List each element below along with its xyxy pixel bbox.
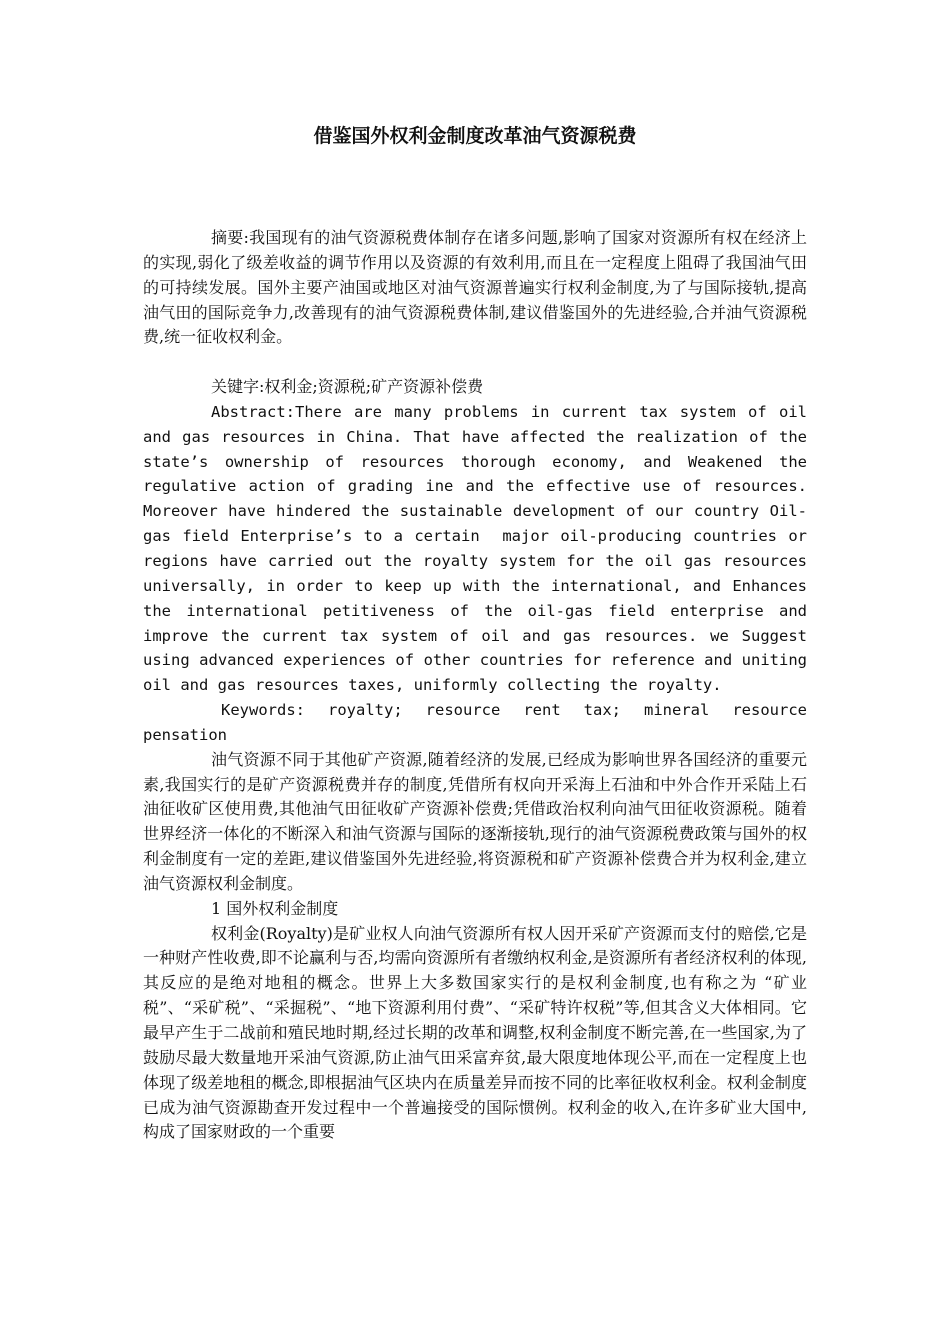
abstract-english: Abstract:There are many problems in current tax system of oil and gas resources in China. That have affected the realization of the state’s ownership of resources thorough economy, and Weakened the regulative action of grading ine and the effective use of resources. Moreover have hindered the sustainable development of our country Oil-gas field Enterprise’s to a certain major oil-producing countries or regions have carried out the royalty system for the oil gas resources universally, in order to keep up with the international, and Enhances the international petitiveness of the oil-gas field enterprise and improve the current tax system of oil and gas resources. we Suggest using advanced experiences of other countries for reference and uniting oil and gas resources taxes, uniformly collecting the royalty. (143, 402, 817, 695)
section-paragraph: 权利金(Royalty)是矿业权人向油气资源所有权人因开采矿产资源而支付的赔偿,它是一种财产性收费,即不论赢利与否,均需向资源所有者缴纳权利金,是资源所有者经济权利的体现,其反应的是绝对地租的概念。世界上大多数国家实行的是权利金制度,也有称之为 “矿业税”、“采矿税”、“采掘税”、“地下资源利用付费”、“采矿特许权税”等,但其含义大体相同。它最早产生于二战前和殖民地时期,经过长期的改革和调整,权利金制度不断完善,在一些国家,为了鼓励尽最大数量地开采油气资源,防止油气田采富弃贫,最大限度地体现公平,而在一定程度上也体现了级差地租的概念,即根据油气区块内在质量差异而按不同的比率征收权利金。权利金制度已成为油气资源勘查开发过程中一个普遍接受的国际惯例。权利金的收入,在许多矿业大国中,构成了国家财政的一个重要 (143, 923, 807, 1142)
abstract-chinese: 摘要:我国现有的油气资源税费体制存在诸多问题,影响了国家对资源所有权在经济上的实现,弱化了级差收益的调节作用以及资源的有效利用,而且在一定程度上阻碍了我国油气田的可持续发展。国外主要产油国或地区对油气资源普遍实行权利金制度,为了与国际接轨,提高油气田的国际竞争力,改善现有的油气资源税费体制,建议借鉴国外的先进经验,合并油气资源税费,统一征收权利金。 (143, 228, 807, 347)
section-heading: 1 国外权利金制度 (211, 898, 339, 918)
document-body (143, 226, 817, 1145)
document-title: 借鉴国外权利金制度改革油气资源税费 (313, 125, 637, 147)
keywords-chinese: 关键字:权利金;资源税;矿产资源补偿费 (211, 377, 484, 397)
intro-paragraph: 油气资源不同于其他矿产资源,随着经济的发展,已经成为影响世界各国经济的重要元素,我国实行的是矿产资源税费并存的制度,凭借所有权向开采海上石油和中外合作开采陆上石油征收矿区使用费,其他油气田征收矿产资源补偿费;凭借政治权利向油气田征收资源税。随着世界经济一体化的不断深入和油气资源与国际的逐渐接轨,现行的油气资源税费政策与国外的权利金制度有一定的差距,建议借鉴国外先进经验,将资源税和矿产资源补偿费合并为权利金,建立油气资源权利金制度。 (143, 749, 807, 893)
keywords-english: Keywords: royalty; resource rent tax; mineral resource pensation (143, 701, 817, 744)
